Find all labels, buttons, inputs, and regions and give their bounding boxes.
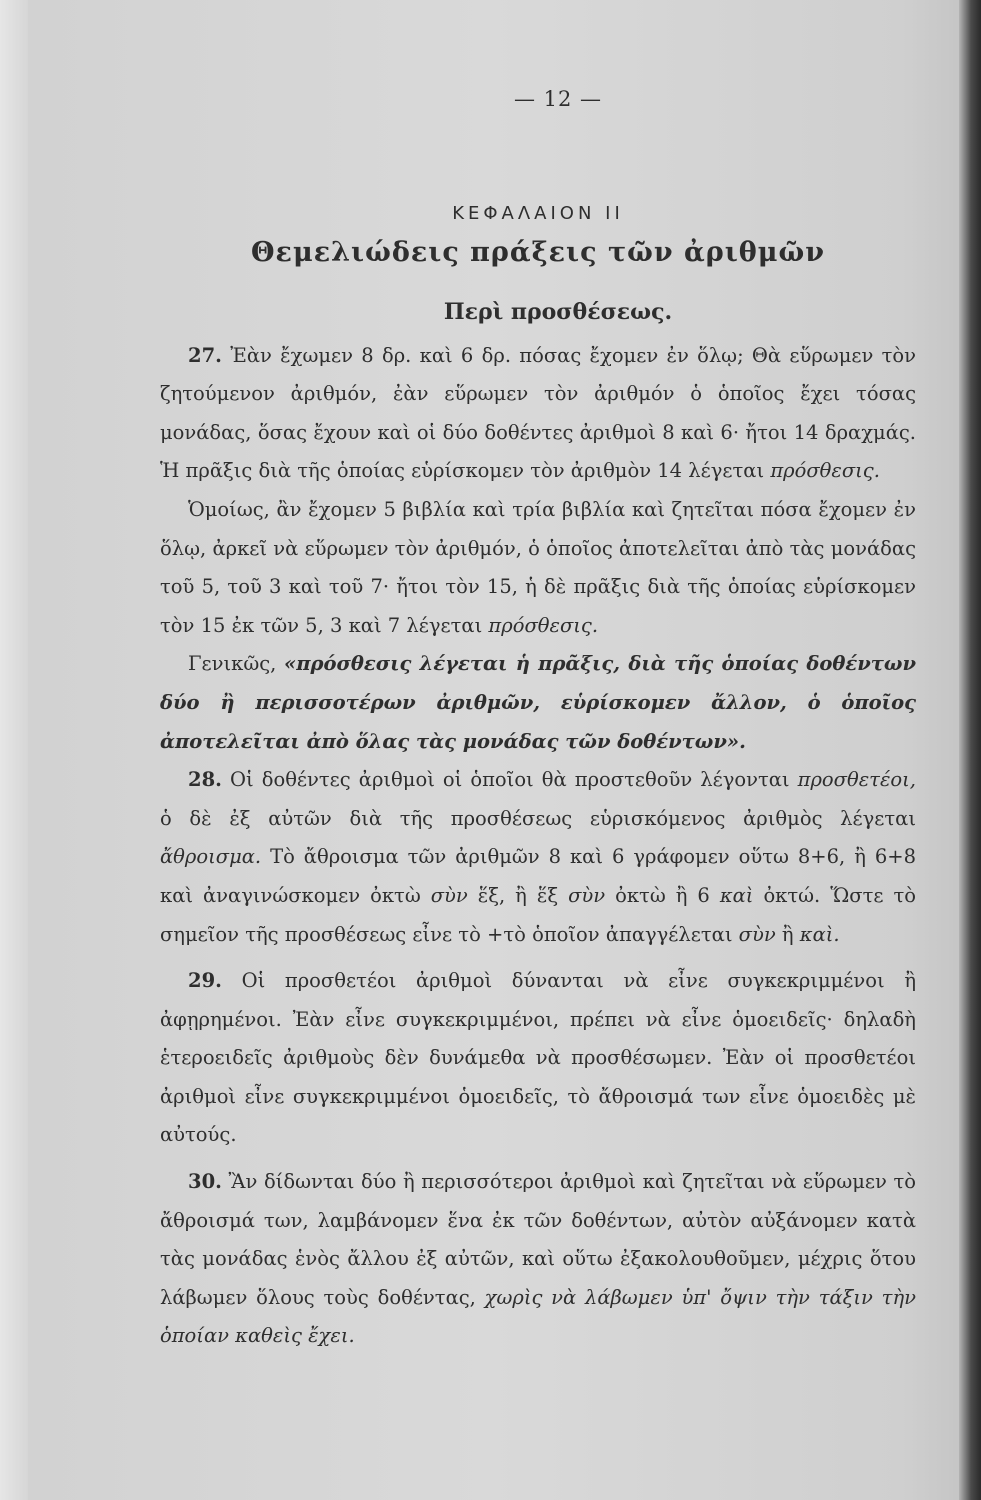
term-text: πρόσθεσις.	[488, 613, 599, 637]
term-text: σὺν	[568, 883, 606, 907]
page-number: — 12 —	[513, 87, 603, 111]
definition-text: «πρόσθεσις λέγεται ἡ πρᾶξις, διὰ τῆς ὁποίας δοθέντων δύο ἢ περισσοτέρων ἀριθμῶν, εὑρίσκομεν ἄλλον, ὁ ὁποῖος ἀποτελεῖται ἀπὸ ὅλας τὰς μονάδας τῶν δοθέντων».	[160, 652, 916, 753]
term-text: καὶ	[719, 883, 754, 907]
paragraph-text: ἕξ, ἢ ἕξ	[467, 883, 569, 907]
paragraph-27	[160, 337, 916, 491]
page-binding-edge	[959, 0, 981, 1500]
page-text	[160, 80, 916, 1356]
paragraph-text: ὀκτώ. Ὥστε τὸ σημεῖον τῆς προσθέσεως εἶνε τὸ +τὸ ὁποῖον ἀπαγγέλεται	[160, 883, 917, 946]
paragraph-number: 29.	[188, 969, 222, 993]
paragraph-text: Οἱ προσθετέοι ἀριθμοὶ δύνανται νὰ εἶνε συγκεκριμμένοι ἢ ἀφῃρημένοι. Ἐὰν εἶνε συγκεκριμμένοι, πρέπει νὰ εἶνε ὁμοειδεῖς· δηλαδὴ ἑτεροειδεῖς ἀριθμοὺς δὲν δυνάμεθα νὰ προσθέσωμεν. Ἐὰν οἱ προσθετέοι ἀριθμοὶ εἶνε συγκεκριμμένοι ὁμοειδεῖς, τὸ ἄθροισμά των εἶνε ὁμοειδὲς μὲ αὐτούς.	[160, 969, 916, 1147]
term-text: προσθετέοι,	[797, 768, 916, 792]
page-left-margin	[0, 0, 28, 1500]
paragraph-text: ὁ δὲ ἐξ αὐτῶν διὰ τῆς προσθέσεως εὑρισκόμενος ἀριθμὸς λέγεται	[160, 806, 916, 830]
section-title: Περὶ προσθέσεως.	[443, 298, 673, 325]
term-text: σὺν	[738, 922, 776, 946]
paragraph-number: 27.	[188, 343, 222, 367]
paragraph-28	[160, 761, 916, 954]
paragraph-27-definition	[160, 645, 916, 761]
paragraph-text: Ὁμοίως, ἂν ἔχομεν 5 βιβλία καὶ τρία βιβλία καὶ ζητεῖται πόσα ἔχομεν ἐν ὅλῳ, ἀρκεῖ νὰ εὕρωμεν τὸν ἀριθμόν, ὁ ὁποῖος ἀποτελεῖται ἀπὸ τὰς μονάδας τοῦ 5, τοῦ 3 καὶ τοῦ 7· ἤτοι τὸν 15, ἡ δὲ πρᾶξις διὰ τῆς ὁποίας εὑρίσκομεν τὸν 15 ἐκ τῶν 5, 3 καὶ 7 λέγεται	[160, 497, 916, 637]
term-text: χωρὶς νὰ λάβωμεν ὑπ' ὄψιν τὴν τάξιν τὴν ὁποίαν καθεὶς ἔχει.	[160, 1285, 916, 1348]
paragraph-text: ἢ	[775, 922, 800, 946]
paragraph-number: 28.	[188, 768, 222, 792]
paragraph-text: Γενικῶς,	[188, 652, 285, 676]
term-text: ἄθροισμα.	[160, 845, 262, 869]
paragraph-text: Ἂν δίδωνται δύο ἢ περισσότεροι ἀριθμοὶ καὶ ζητεῖται νὰ εὕρωμεν τὸ ἄθροισμά των, λαμβάνομεν ἕνα ἐκ τῶν δοθέντων, αὐτὸν αὐξάνομεν κατὰ τὰς μονάδας ἑνὸς ἄλλου ἐξ αὐτῶν, καὶ οὕτω ἐξακολουθοῦμεν, μέχρις ὅτου λάβωμεν ὅλους τοὺς δοθέντας,	[160, 1170, 916, 1309]
term-text: καὶ.	[799, 922, 840, 946]
paragraph-30	[160, 1163, 916, 1356]
paragraph-text: Ἐὰν ἔχωμεν 8 δρ. καὶ 6 δρ. πόσας ἔχομεν ἐν ὅλῳ; Θὰ εὕρωμεν τὸν ζητούμενον ἀριθμόν, ἐὰν εὕρωμεν τὸν ἀριθμόν ὁ ὁποῖος ἔχει τόσας μονάδας, ὅσας ἔχουν καὶ οἱ δύο δοθέντες ἀριθμοὶ 8 καὶ 6· ἤτοι 14 δραχμάς. Ἡ πρᾶξις διὰ τῆς ὁποίας εὑρίσκομεν τὸν ἀριθμὸν 14 λέγεται	[160, 343, 916, 483]
paragraph-text: Τὸ ἄθροισμα τῶν ἀριθμῶν 8 καὶ 6 γράφομεν οὕτω 8+6, ἢ 6+8 καὶ ἀναγινώσκομεν ὀκτὼ	[160, 845, 916, 907]
paragraph-29	[160, 962, 916, 1155]
chapter-label: ΚΕΦΑΛΑΙΟΝ ΙΙ	[452, 202, 624, 224]
term-text: πρόσθεσις.	[770, 459, 880, 483]
term-text: σὺν	[430, 883, 468, 907]
paragraph-text: ὀκτὼ ἢ 6	[605, 883, 720, 907]
paragraph-27-example	[160, 491, 916, 645]
paragraph-number: 30.	[188, 1170, 222, 1194]
chapter-title: Θεμελιώδεις πράξεις τῶν ἀριθμῶν	[251, 236, 825, 268]
paragraph-text: Οἱ δοθέντες ἀριθμοὶ οἱ ὁποῖοι θὰ προστεθοῦν λέγονται	[221, 768, 798, 792]
